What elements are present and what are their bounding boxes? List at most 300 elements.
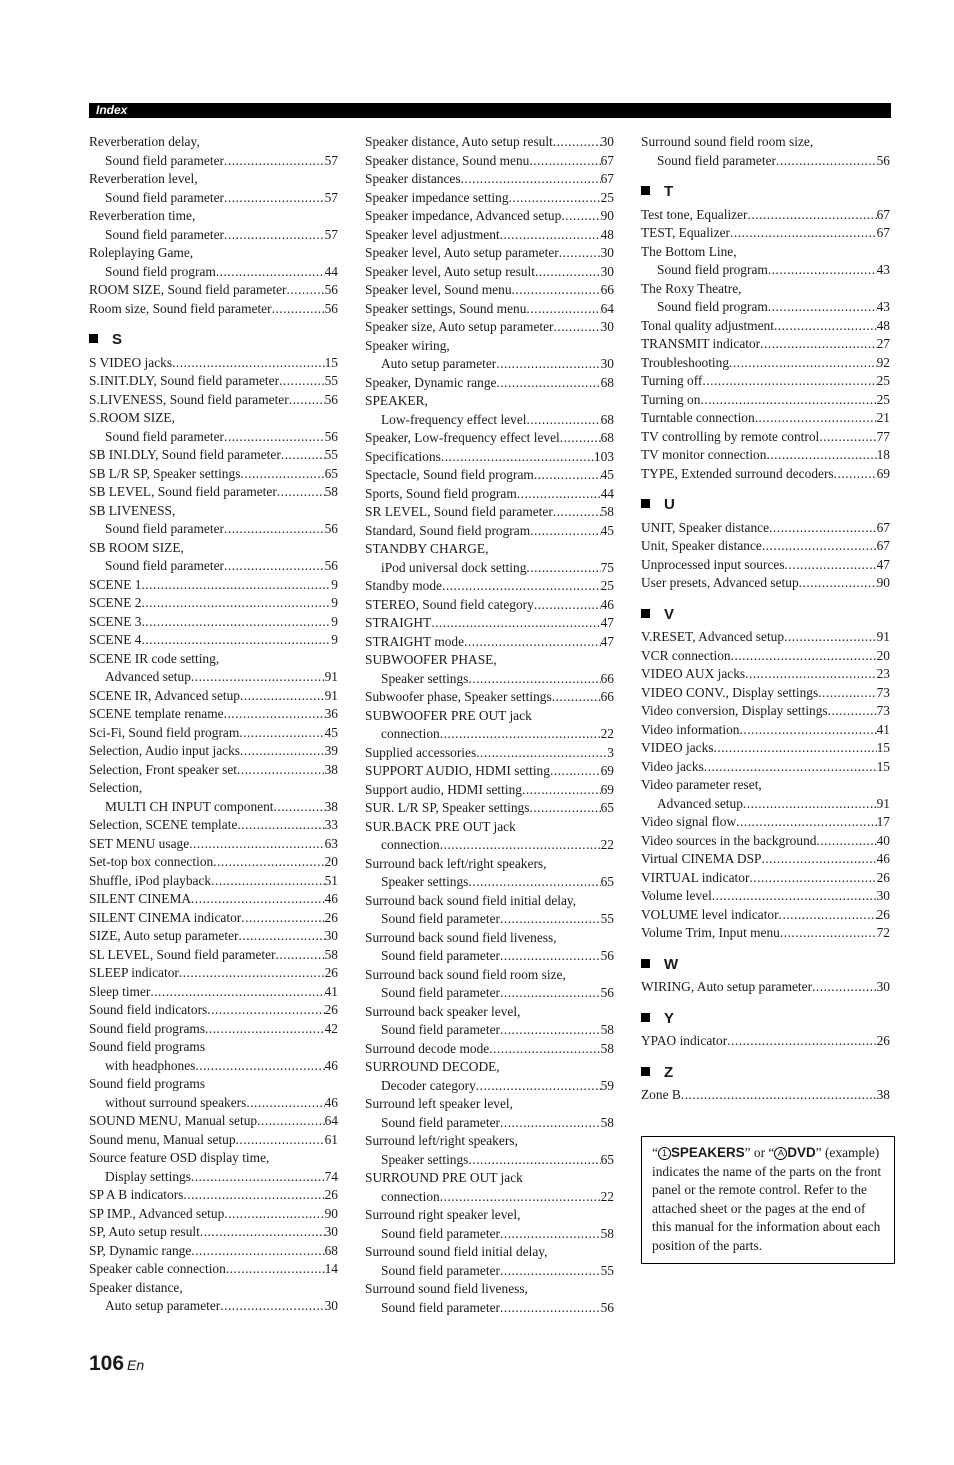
page-ref: 56 <box>324 558 338 573</box>
page-ref: 56 <box>876 152 890 168</box>
entry-text: Speaker, Dynamic range <box>365 374 497 390</box>
index-entry-line <box>365 744 614 763</box>
entry-text: SIZE, Auto setup parameter <box>89 928 239 943</box>
entry-text: Low-frequency effect level <box>381 411 527 427</box>
entry-text: UNIT, Speaker distance <box>641 519 770 535</box>
page-ref: 64 <box>600 300 614 316</box>
entry-text: Sound field program <box>657 262 768 277</box>
index-entry-line <box>89 835 338 854</box>
entry-text: Sound menu, Manual setup <box>89 1131 236 1147</box>
entry-text: SCENE 3 <box>89 613 142 629</box>
index-entry-line <box>89 520 338 539</box>
index-entry <box>365 485 614 504</box>
entry-text: VIDEO AUX jacks <box>641 666 746 681</box>
entry-heading: Speaker distance, <box>89 1279 183 1295</box>
index-entry <box>89 1186 338 1205</box>
index-entry-line <box>89 189 338 208</box>
leader-dots <box>774 317 877 336</box>
page-ref: 55 <box>600 911 614 926</box>
page-ref: 57 <box>324 152 338 168</box>
index-entry-line <box>365 355 614 374</box>
leader-dots <box>785 556 877 575</box>
page-ref: 38 <box>324 798 338 814</box>
leader-dots <box>534 466 601 485</box>
index-entry-line <box>365 522 614 541</box>
entry-text: Selection, Front speaker set <box>89 761 238 777</box>
page-ref: 22 <box>600 1188 614 1204</box>
index-entry <box>89 835 338 854</box>
index-entry-line <box>365 596 614 615</box>
page-ref: 9 <box>331 576 338 592</box>
leader-dots <box>776 152 877 171</box>
page-ref: 45 <box>324 724 338 740</box>
index-entry-line <box>641 391 890 410</box>
index-entry <box>89 1131 338 1150</box>
entry-text: Unit, Speaker distance <box>641 538 762 553</box>
page-ref: 23 <box>876 666 890 681</box>
page-ref: 67 <box>876 538 890 553</box>
index-entry-line <box>89 300 338 319</box>
leader-dots <box>529 152 600 171</box>
index-entry-line <box>641 1086 890 1105</box>
entry-text: Speaker level, Sound menu <box>365 282 512 297</box>
index-entry-line <box>365 614 614 633</box>
entry-text: SL LEVEL, Sound field parameter <box>89 946 276 962</box>
index-entry <box>89 483 338 502</box>
index-entry <box>365 374 614 393</box>
leader-dots <box>812 978 877 997</box>
index-entry <box>365 281 614 300</box>
square-bullet-icon <box>641 959 650 968</box>
index-entry-line <box>365 207 614 226</box>
page-ref: 72 <box>876 925 890 940</box>
leader-dots <box>289 391 325 410</box>
index-entry <box>89 872 338 891</box>
index-entry <box>365 522 614 541</box>
leader-dots <box>464 633 601 652</box>
entry-text: SB INI.DLY, Sound field parameter <box>89 447 281 462</box>
page-ref: 58 <box>600 1040 614 1056</box>
index-entry <box>365 337 614 374</box>
entry-heading: SUBWOOFER PHASE, <box>365 652 497 667</box>
leader-dots <box>236 1131 325 1150</box>
index-entry-line <box>89 742 338 761</box>
entry-text: SP IMP., Advanced setup <box>89 1205 225 1221</box>
entry-text: Selection, SCENE template <box>89 817 238 832</box>
note-body: (example) indicates the name of the parts on the front panel or the remote control. Refer to the attached sheet or the pages at the end of this manual for the information about each position of the parts. <box>652 1145 882 1253</box>
page-ref: 92 <box>876 354 890 370</box>
page-ref: 91 <box>876 629 890 644</box>
entry-heading: SUBWOOFER PRE OUT jack <box>365 707 532 723</box>
index-entry <box>89 1223 338 1242</box>
index-entry <box>365 966 614 1003</box>
leader-dots <box>500 910 601 929</box>
index-entry <box>365 651 614 688</box>
index-entry-line <box>641 428 890 447</box>
entry-text: SR LEVEL, Sound field parameter <box>365 504 553 519</box>
index-entry-line <box>641 465 890 484</box>
index-entry <box>89 1038 338 1075</box>
page-ref: 56 <box>324 282 338 297</box>
index-entry <box>641 556 890 575</box>
index-entry-line <box>641 556 890 575</box>
index-entry <box>365 1040 614 1059</box>
index-entry-line <box>89 465 338 484</box>
leader-dots <box>819 428 876 447</box>
note-box <box>641 1136 895 1264</box>
page-ref: 57 <box>324 189 338 205</box>
index-entry-line <box>365 485 614 504</box>
index-entry-line <box>641 850 890 869</box>
index-entry-line <box>641 206 890 225</box>
index-entry-line <box>641 317 890 336</box>
entry-text: Speaker settings <box>381 874 469 889</box>
index-entry <box>89 281 338 300</box>
page-ref: 3 <box>607 744 614 760</box>
index-entry-line <box>89 613 338 632</box>
index-entry <box>641 335 890 354</box>
index-entry <box>641 813 890 832</box>
leader-dots <box>736 813 876 832</box>
index-entry <box>365 448 614 467</box>
leader-dots <box>731 647 877 666</box>
index-entry <box>89 594 338 613</box>
leader-dots <box>440 725 601 744</box>
index-entry <box>89 613 338 632</box>
entry-text: Speaker impedance, Advanced setup <box>365 208 562 223</box>
index-entry-line <box>641 628 890 647</box>
entry-text: Sound field parameter <box>105 428 224 444</box>
index-entry-line <box>365 448 614 467</box>
section-letter: Z <box>664 1063 674 1081</box>
page-ref: 14 <box>324 1261 338 1276</box>
index-entry <box>89 502 338 539</box>
index-entry-line <box>365 503 614 522</box>
index-entry <box>89 687 338 706</box>
entry-heading: Surround sound field liveness, <box>365 1281 528 1296</box>
index-entry-line <box>365 799 614 818</box>
index-entry <box>641 391 890 410</box>
index-entry-line <box>89 1260 338 1279</box>
index-entry-line <box>641 446 890 465</box>
index-entry-line <box>365 1225 614 1244</box>
page-ref: 20 <box>324 854 338 869</box>
index-entry-line <box>641 721 890 740</box>
entry-heading: S.ROOM SIZE, <box>89 410 175 425</box>
index-entry <box>641 739 890 758</box>
index-entry-line <box>89 428 338 447</box>
page-ref: 27 <box>876 336 890 351</box>
page-ref: 30 <box>600 263 614 279</box>
leader-dots <box>522 781 601 800</box>
index-entry <box>365 1132 614 1169</box>
index-entry <box>365 799 614 818</box>
index-entry-line <box>641 519 890 538</box>
language-label: En <box>127 1357 145 1373</box>
index-entry <box>89 705 338 724</box>
entry-text: Virtual CINEMA DSP <box>641 851 762 866</box>
index-entry-line <box>365 984 614 1003</box>
index-entry-line <box>89 927 338 946</box>
index-entry-line <box>89 557 338 576</box>
index-entry <box>365 1095 614 1132</box>
page-ref: 74 <box>324 1168 338 1184</box>
entry-heading: Surround back sound field liveness, <box>365 929 557 945</box>
entry-text: Zone B <box>641 1087 681 1102</box>
index-entry <box>641 409 890 428</box>
index-entry-line <box>89 1205 338 1224</box>
leader-dots <box>500 984 601 1003</box>
entry-heading: SUR.BACK PRE OUT jack <box>365 818 516 834</box>
index-entry-line <box>365 133 614 152</box>
note-mid: ” or “ <box>744 1145 775 1160</box>
entry-text: Volume Trim, Input menu <box>641 925 780 940</box>
entry-text: Sound field parameter <box>105 521 224 536</box>
index-entry-line <box>641 869 890 888</box>
entry-heading: STANDBY CHARGE, <box>365 541 489 556</box>
entry-text: SB L/R SP, Speaker settings <box>89 465 241 481</box>
entry-text: VIDEO CONV., Display settings <box>641 684 819 700</box>
leader-dots <box>768 298 877 317</box>
section-heading <box>641 183 890 202</box>
entry-text: Sound field parameter <box>105 226 224 242</box>
index-entry <box>365 1280 614 1317</box>
index-entry <box>89 946 338 965</box>
leader-dots <box>526 411 600 430</box>
entry-text: Unprocessed input sources <box>641 556 785 572</box>
entry-text: Sound field program <box>657 299 768 314</box>
entry-heading: Speaker wiring, <box>365 337 450 353</box>
index-entry-line <box>641 813 890 832</box>
page-ref: 46 <box>324 891 338 906</box>
leader-dots <box>755 409 877 428</box>
entry-text: Volume level <box>641 888 712 903</box>
page-ref: 67 <box>600 152 614 168</box>
page-ref: 63 <box>324 835 338 851</box>
index-entry-line <box>365 1188 614 1207</box>
entry-text: Speaker level, Auto setup result <box>365 263 535 279</box>
index-entry-line <box>89 853 338 872</box>
index-entry <box>89 1260 338 1279</box>
leader-dots <box>286 281 324 300</box>
entry-text: connection <box>381 1188 440 1204</box>
entry-text: Sound field parameter <box>657 152 776 168</box>
index-entry <box>89 631 338 650</box>
section-letter: Y <box>664 1009 675 1027</box>
entry-text: SB LEVEL, Sound field parameter <box>89 484 277 499</box>
page-ref: 58 <box>600 1225 614 1241</box>
index-entry <box>89 890 338 909</box>
page-ref: 46 <box>600 596 614 612</box>
index-entry-line <box>365 947 614 966</box>
leader-dots <box>553 133 601 152</box>
page-ref: 77 <box>876 428 890 444</box>
page-ref: 9 <box>331 632 338 647</box>
index-entry-line <box>89 1057 338 1076</box>
page-ref: 43 <box>876 262 890 277</box>
index-entry <box>641 721 890 740</box>
leader-dots <box>526 300 600 319</box>
page-ref: 22 <box>600 726 614 741</box>
page-ref: 57 <box>324 226 338 242</box>
index-entry-line <box>89 372 338 391</box>
section-heading <box>641 1064 890 1083</box>
index-entry <box>641 133 890 170</box>
entry-text: WIRING, Auto setup parameter <box>641 979 813 994</box>
index-entry-line <box>365 725 614 744</box>
index-entry <box>365 152 614 171</box>
index-entry <box>641 832 890 851</box>
page-ref: 58 <box>324 946 338 962</box>
index-entry-line <box>89 446 338 465</box>
index-entry <box>641 280 890 317</box>
index-entry-line <box>365 1299 614 1318</box>
entry-text: Specifications <box>365 448 441 464</box>
leader-dots <box>535 263 601 282</box>
index-entry <box>365 596 614 615</box>
leader-dots <box>761 850 876 869</box>
leader-dots <box>489 1040 600 1059</box>
index-entry-line <box>89 761 338 780</box>
index-entry <box>365 466 614 485</box>
page-ref: 69 <box>876 465 890 481</box>
page-ref: 66 <box>600 282 614 297</box>
entry-text: VOLUME level indicator <box>641 906 779 922</box>
page-ref: 46 <box>324 1057 338 1073</box>
leader-dots <box>431 614 600 633</box>
entry-text: Decoder category <box>381 1077 476 1093</box>
index-entry <box>641 924 890 943</box>
page-ref: 26 <box>876 906 890 922</box>
section-letter: T <box>664 183 674 200</box>
leader-dots <box>246 1094 324 1113</box>
leader-dots <box>276 946 325 965</box>
page-ref: 9 <box>331 595 338 610</box>
entry-text: Video sources in the background <box>641 832 817 848</box>
page-ref: 61 <box>324 1131 338 1147</box>
page-ref: 55 <box>324 447 338 462</box>
entry-text: Sci-Fi, Sound field program <box>89 724 240 740</box>
index-entry-line <box>89 1094 338 1113</box>
note-quote-close: ” <box>815 1145 822 1160</box>
index-entry-line <box>641 684 890 703</box>
leader-dots <box>277 483 325 502</box>
index-entry-line <box>641 978 890 997</box>
entry-text: SET MENU usage <box>89 835 190 851</box>
leader-dots <box>216 263 325 282</box>
index-entry-line <box>365 318 614 337</box>
entry-text: Sound field parameter <box>105 152 224 168</box>
entry-heading: Surround sound field room size, <box>641 134 814 149</box>
entry-heading: The Roxy Theatre, <box>641 280 742 296</box>
index-entry-line <box>89 576 338 595</box>
leader-dots <box>442 577 601 596</box>
page-ref: 68 <box>600 430 614 445</box>
entry-text: with headphones <box>105 1057 196 1073</box>
page-ref: 56 <box>324 521 338 536</box>
page-ref: 45 <box>600 467 614 482</box>
entry-heading: Surround back sound field initial delay, <box>365 892 577 908</box>
index-entry-line <box>641 537 890 556</box>
entry-text: Sound field parameter <box>105 189 224 205</box>
entry-text: Speaker level adjustment <box>365 226 500 242</box>
index-entry <box>641 665 890 684</box>
entry-heading: Surround left/right speakers, <box>365 1133 518 1148</box>
index-entry <box>89 816 338 835</box>
leader-dots <box>517 485 601 504</box>
entry-heading: Sound field programs <box>89 1076 206 1091</box>
entry-text: Set-top box connection <box>89 854 214 869</box>
index-entry-line <box>365 1114 614 1133</box>
entry-text: Troubleshooting <box>641 354 730 370</box>
index-entry <box>641 574 890 593</box>
entry-heading: SURROUND PRE OUT jack <box>365 1170 523 1185</box>
entry-text: Display settings <box>105 1168 191 1184</box>
leader-dots <box>512 281 601 300</box>
section-letter: S <box>112 331 123 348</box>
index-entry-line <box>641 1032 890 1051</box>
index-entry <box>89 761 338 780</box>
index-entry <box>89 446 338 465</box>
index-entry-line <box>89 668 338 687</box>
entry-text: without surround speakers <box>105 1094 247 1110</box>
index-entry <box>89 927 338 946</box>
page-ref: 25 <box>876 391 890 407</box>
leader-dots <box>224 557 325 576</box>
index-entry-line <box>89 816 338 835</box>
page-ref: 30 <box>876 888 890 903</box>
entry-text: S.INIT.DLY, Sound field parameter <box>89 373 280 388</box>
entry-text: Speaker level, Auto setup parameter <box>365 245 559 260</box>
entry-text: SCENE 4 <box>89 632 142 647</box>
index-entry <box>89 372 338 391</box>
square-bullet-icon <box>641 609 650 618</box>
index-entry-line <box>365 873 614 892</box>
page-ref: 64 <box>324 1113 338 1128</box>
square-bullet-icon <box>89 334 98 343</box>
index-entry <box>641 647 890 666</box>
index-entry-line <box>641 354 890 373</box>
index-entry-line <box>365 1151 614 1170</box>
leader-dots <box>729 354 877 373</box>
entry-heading: The Bottom Line, <box>641 243 737 259</box>
section-heading <box>641 956 890 975</box>
page-ref: 48 <box>600 226 614 242</box>
leader-dots <box>224 226 325 245</box>
entry-text: Sound field parameter <box>381 1225 500 1241</box>
entry-heading: SB LIVENESS, <box>89 502 176 518</box>
index-entry-line <box>365 226 614 245</box>
leader-dots <box>561 207 600 226</box>
entry-text: connection <box>381 726 440 741</box>
entry-text: Sound field parameter <box>381 911 500 926</box>
leader-dots <box>200 1223 325 1242</box>
entry-text: Speaker cable connection <box>89 1261 226 1276</box>
index-entry <box>641 628 890 647</box>
leader-dots <box>816 832 876 851</box>
leader-dots <box>279 372 325 391</box>
index-entry-line <box>365 374 614 393</box>
entry-text: Selection, Audio input jacks <box>89 743 240 758</box>
entry-text: Sound field parameter <box>381 1299 500 1315</box>
leader-dots <box>762 537 877 556</box>
entry-text: SOUND MENU, Manual setup <box>89 1113 258 1128</box>
page-ref: 26 <box>324 1187 338 1202</box>
index-entry <box>365 577 614 596</box>
index-entry <box>89 576 338 595</box>
index-entry-line <box>365 466 614 485</box>
entry-text: Standby mode <box>365 578 442 593</box>
